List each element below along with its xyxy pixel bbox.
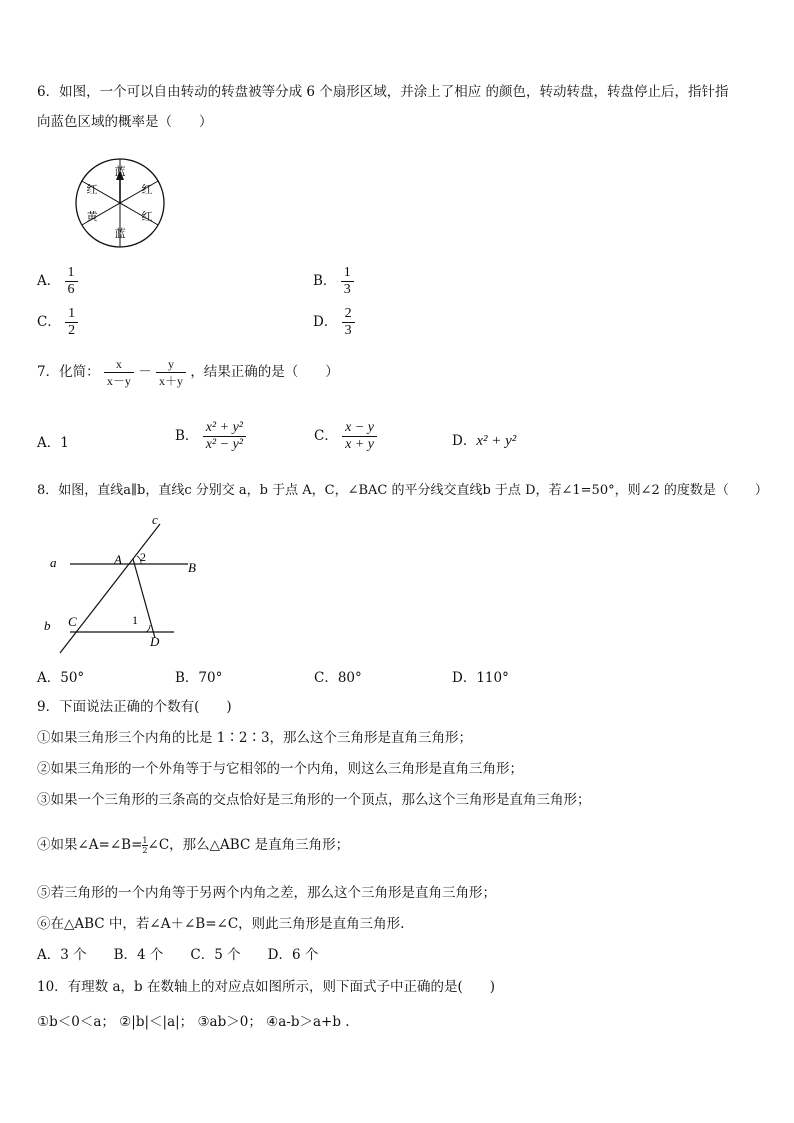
q8-option-d: D．110° <box>452 670 509 686</box>
q6-option-c-fraction: $\frac{1}{2}$ <box>65 306 78 339</box>
wheel-label-top: 蓝 <box>114 165 126 178</box>
q6-stem-line1: 6．如图，一个可以自由转动的转盘被等分成 6 个扇形区域，并涂上了相应 的颜色，转动转盘，转盘停止后，指针指 <box>37 84 729 100</box>
q9-stem: 9．下面说法正确的个数有( ) <box>37 699 232 715</box>
q7-option-d: D．x² + y² <box>452 433 517 449</box>
q8-option-b: B．70° <box>175 670 223 686</box>
q7-option-b: B． $\frac{\text{x² + y²}}{\text{x² − y²}}$ <box>175 420 246 453</box>
q10-statements: ①b＜0＜a； ②|b|＜|a|； ③ab＞0； ④a-b＞a+b . <box>37 1014 350 1030</box>
q9-statement-2: ②如果三角形的一个外角等于与它相邻的一个内角，则这么三角形是直角三角形； <box>37 761 523 777</box>
q10-stem: 10．有理数 a，b 在数轴上的对应点如图所示，则下面式子中正确的是( ) <box>37 979 495 995</box>
label-point-D: D <box>150 634 160 649</box>
label-angle-2: 2 <box>140 550 146 564</box>
q7-option-a: A．1 <box>37 435 69 451</box>
label-line-a: a <box>50 555 57 570</box>
wheel-label-lower-left: 黄 <box>86 210 98 223</box>
wheel-label-upper-right: 红 <box>141 183 153 196</box>
q9-statement-6: ⑥在△ABC 中，若∠A＋∠B=∠C，则此三角形是直角三角形. <box>37 916 405 932</box>
label-angle-1: 1 <box>132 613 138 627</box>
wheel-label-upper-left: 红 <box>86 183 98 196</box>
q9-statement-4-fraction: $\frac{1}{2}$ <box>142 836 148 855</box>
q6-option-d-fraction: $\frac{2}{3}$ <box>342 306 355 339</box>
q6-option-d: D． $\frac{2}{3}$ <box>313 306 355 339</box>
label-line-b: b <box>44 618 51 633</box>
q8-option-c: C．80° <box>314 670 362 686</box>
label-line-c: c <box>152 512 158 527</box>
q8-option-a: A．50° <box>37 670 85 686</box>
q6-option-a: A． $\frac{1}{6}$ <box>37 265 78 298</box>
q9-options: A．3 个 B．4 个 C．5 个 D．6 个 <box>37 947 319 963</box>
q6-stem-line2: 向蓝色区域的概率是（ ） <box>37 114 213 130</box>
label-point-C: C <box>68 614 77 629</box>
q9-statement-1: ①如果三角形三个内角的比是 1∶2∶3，那么这个三角形是直角三角形； <box>37 730 473 746</box>
q7-option-c-fraction: $\frac{x - y}{x + y}$ <box>342 420 377 453</box>
q7-fraction-2: $\frac{y}{x+y}$ <box>156 356 186 389</box>
q7-fraction-1: $\frac{x}{x-y}$ <box>104 356 134 389</box>
label-point-B: B <box>188 560 196 575</box>
q7-stem: 7．化简： $\frac{x}{x-y}$ － $\frac{y}{x+y}$ ，结果正确的是（ ） <box>37 357 339 388</box>
q7-option-c: C． $\frac{x - y}{x + y}$ <box>314 420 377 453</box>
q6-option-a-fraction: $\frac{1}{6}$ <box>65 265 78 298</box>
wheel-label-bottom: 蓝 <box>114 227 126 240</box>
spinner-wheel-figure <box>70 158 170 250</box>
q8-stem: 8．如图，直线a∥b，直线c 分别交 a，b 于点 A，C，∠BAC 的平分线交直线b 于点 D，若∠1=50°，则∠2 的度数是（ ） <box>37 483 768 498</box>
q6-option-b: B． $\frac{1}{3}$ <box>313 265 354 298</box>
q6-option-c: C． $\frac{1}{2}$ <box>37 306 78 339</box>
q6-option-b-fraction: $\frac{1}{3}$ <box>341 265 354 298</box>
q9-statement-5: ⑤若三角形的一个内角等于另两个内角之差，那么这个三角形是直角三角形； <box>37 885 496 901</box>
label-point-A: A <box>114 552 122 567</box>
q9-statement-3: ③如果一个三角形的三条高的交点恰好是三角形的一个顶点，那么这个三角形是直角三角形； <box>37 792 591 808</box>
parallel-lines-figure <box>40 510 210 655</box>
wheel-label-lower-right: 红 <box>141 210 153 223</box>
q9-statement-4: ④如果∠A=∠B= $\frac{1}{2}$ ∠C，那么△ABC 是直角三角形； <box>37 836 350 855</box>
q7-option-b-fraction: $\frac{\text{x² + y²}}{\text{x² − y²}}$ <box>203 420 246 453</box>
